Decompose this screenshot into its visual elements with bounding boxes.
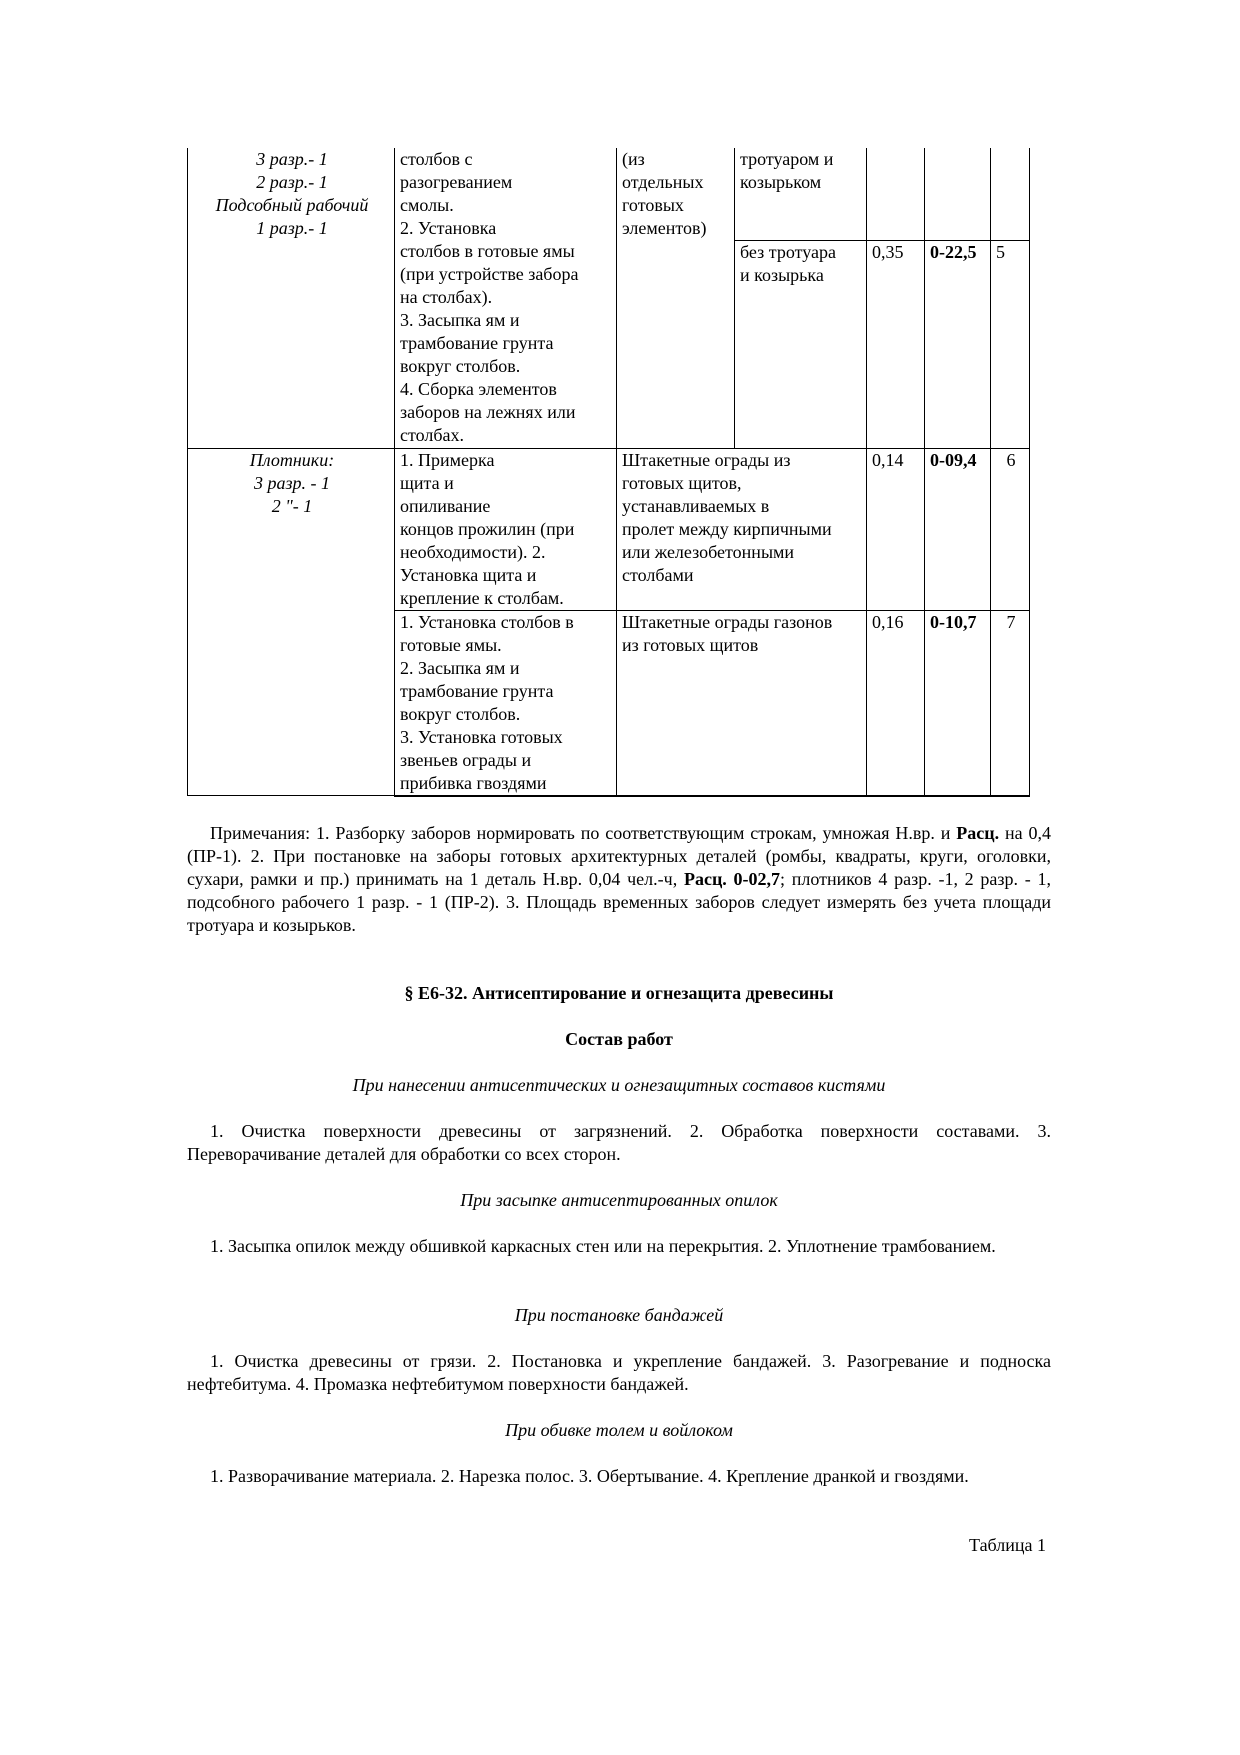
body-text: 1. Очистка древесины от грязи. 2. Постановка и укрепление бандажей. 3. Разогревание и подноска нефтебитума. 4. Промазка нефтебитумом поверхности бандажей. <box>187 1351 1051 1394</box>
section-title: § Е6-32. Антисептирование и огнезащита древесины <box>404 983 834 1003</box>
table-label: Таблица 1 <box>969 1535 1046 1555</box>
variant-cell: тротуаром и козырьком <box>735 148 867 240</box>
hours-cell <box>867 148 925 240</box>
operations-cell: 1. Примерка щита и опиливание концов прожилин (при необходимости). 2. Установка щита и крепление к столбам. <box>395 448 617 610</box>
hours-cell: 0,35 <box>867 240 925 448</box>
subheading: При обивке толем и войлоком <box>505 1420 733 1440</box>
body-text: 1. Разворачивание материала. 2. Нарезка полос. 3. Обертывание. 4. Крепление дранкой и гвоздями. <box>210 1466 969 1486</box>
hours-cell: 0,14 <box>867 448 925 610</box>
subheading: При постановке бандажей <box>514 1305 724 1325</box>
rate-code-cell <box>925 148 991 240</box>
body-text: 1. Засыпка опилок между обшивкой каркасных стен или на перекрытия. 2. Уплотнение трамбованием. <box>210 1236 996 1256</box>
body-paragraph <box>187 1350 1051 1396</box>
fence-type-cell: Штакетные ограды из готовых щитов, устанавливаемых в пролет между кирпичными или железобетонными столбами <box>617 448 867 610</box>
operations-cell: столбов с разогреванием смолы. 2. Установка столбов в готовые ямы (при устройстве забора на столбах). 3. Засыпка ям и трамбование грунта вокруг столбов. 4. Сборка элементов заборов на лежнях или столбах. <box>395 148 617 448</box>
variant-cell: без тротуара и козырька <box>735 240 867 448</box>
hours-cell: 0,16 <box>867 610 925 796</box>
body-paragraph <box>187 1120 1051 1166</box>
subheading: При засыпке антисептированных опилок <box>460 1190 778 1210</box>
rate-code-cell: 0-09,4 <box>925 448 991 610</box>
notes-bold-text: Расц. 0-02,7 <box>683 869 781 889</box>
body-paragraph <box>187 1235 1051 1258</box>
notes-paragraph <box>187 822 1051 937</box>
workers-cell: 3 разр.- 1 2 разр.- 1 Подсобный рабочий 1 разр.- 1 <box>188 148 395 448</box>
column-number-cell: 5 <box>991 240 1030 448</box>
body-paragraph <box>187 1465 1051 1488</box>
composition-title: Состав работ <box>565 1029 673 1049</box>
notes-text: на 0,4 (ПР-1). 2. При постановке на заборы готовых архитектурных деталей (ромбы, квадраты, круги, оголовки, сухари, рамки и пр.) принимать на 1 деталь Н.вр. 0,04 чел.-ч, <box>187 823 1052 889</box>
subheading: При нанесении антисептических и огнезащитных составов кистями <box>352 1075 886 1095</box>
table-row <box>188 448 1030 610</box>
operations-cell: 1. Установка столбов в готовые ямы. 2. Засыпка ям и трамбование грунта вокруг столбов. 3. Установка готовых звеньев ограды и прибивка гвоздями <box>395 610 617 796</box>
fence-type-cell: Штакетные ограды газонов из готовых щитов <box>617 610 867 796</box>
notes-text: ; плотников 4 разр. -1, 2 разр. - 1, подсобного рабочего 1 разр. - 1 (ПР-2). 3. Площадь временных заборов следует измерять без учета площади тротуара и козырьков. <box>187 869 1051 935</box>
table-row <box>188 148 1030 240</box>
notes-bold-text: Расц. <box>956 823 1000 843</box>
notes-text: Примечания: 1. Разборку заборов нормировать по соответствующим строкам, умножая Н.вр. и <box>210 823 957 843</box>
rate-code-cell: 0-10,7 <box>925 610 991 796</box>
rate-code-cell: 0-22,5 <box>925 240 991 448</box>
workers-cell: Плотники: 3 разр. - 1 2 "- 1 <box>188 448 395 796</box>
column-number-cell: 6 <box>991 448 1030 610</box>
column-number-cell <box>991 148 1030 240</box>
fence-type-cell: (из отдельных готовых элементов) <box>617 148 735 448</box>
column-number-cell: 7 <box>991 610 1030 796</box>
body-text: 1. Очистка поверхности древесины от загрязнений. 2. Обработка поверхности составами. 3. Переворачивание деталей для обработки со всех сторон. <box>187 1121 1051 1164</box>
norms-table <box>187 148 1030 797</box>
norms-table-wrapper <box>187 148 1030 797</box>
